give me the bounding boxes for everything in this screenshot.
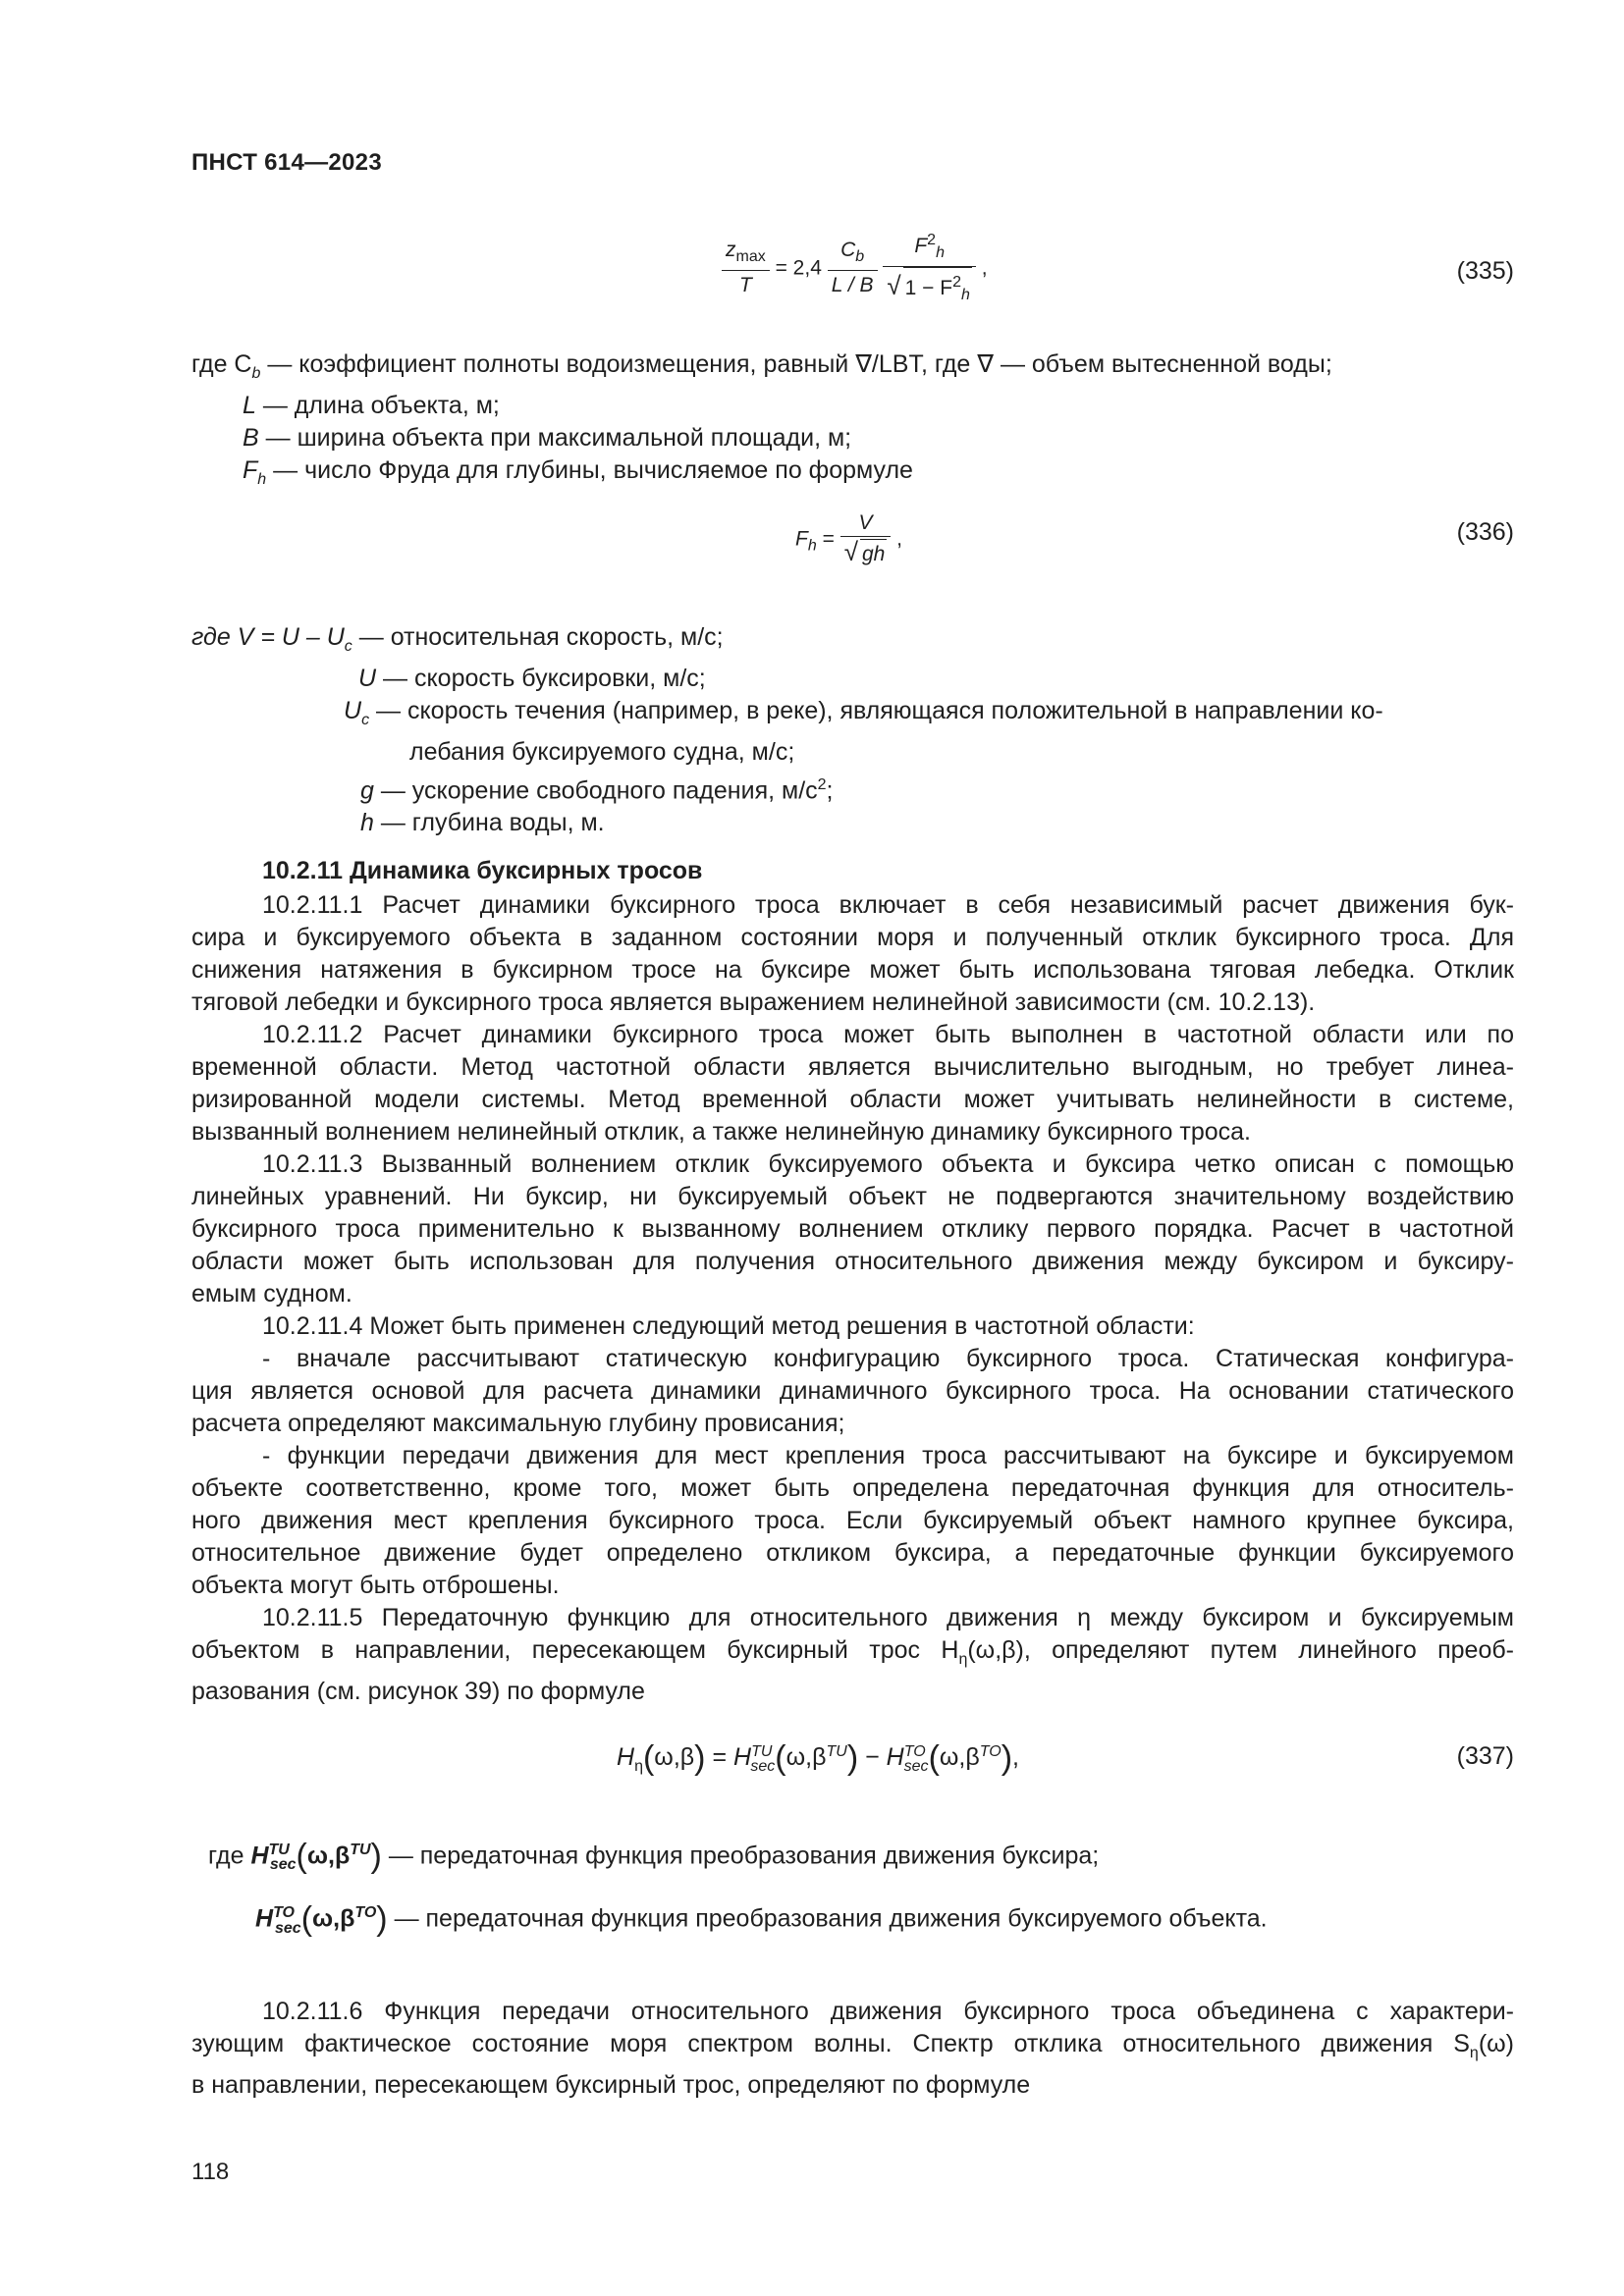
- equation-number-335: (335): [1456, 257, 1514, 285]
- definition-row: $F_h$ — число Фруда для глубины, вычисляемое по формуле: [243, 456, 913, 488]
- definition-row: $H^{TO}_{sec}(\omega,\beta^{TO})$ — передаточная функция преобразования движения буксируемого объекта.: [255, 1900, 1268, 1939]
- definition-row: где $H^{TU}_{sec}(\omega,\beta^{TU})$ — передаточная функция преобразования движения буксира;: [208, 1838, 1100, 1876]
- definition-row: L — длина объекта, м;: [243, 392, 500, 419]
- eq335-froude-fraction: $\frac{F^2_h}{√ 1 - F^2_h}$: [883, 228, 976, 310]
- paragraph-10-2-11-3: 10.2.11.3 Вызванный волнением отклик буксируемого объекта и буксира четко описан с помощью линейных уравнений. Ни буксир, ни буксируемый объект не подвергаются значительному воздействию буксирного троса применительно к вызванному волнением отклику первого порядка. Расчет в частотной области может быть использован для получения относительного движения между буксиром и буксиру- емым судном.: [191, 1150, 1514, 1308]
- paragraph-10-2-11-2: 10.2.11.2 Расчет динамики буксирного троса может быть выполнен в частотной области или по временной области. Метод частотной области является вычислительно выгодным, но требует линеа- ризированной модели системы. Метод временной области может учитывать нелинейности в системе, вызванный волнением нелинейный отклик, а также нелинейную динамику буксирного троса.: [191, 1021, 1514, 1146]
- list-item-transfer-functions: - функции передачи движения для мест крепления троса рассчитывают на буксире и буксируемом объекте соответственно, кроме того, может быть определена передаточная функция для относитель- ного движения мест крепления буксирного троса. Если буксируемый объект намного крупнее буксира, относительное движение будет определено откликом буксира, а передаточные функции буксируемого объекта могут быть отброшены.: [191, 1442, 1514, 1599]
- definition-row: $U_c$ — скорость течения (например, в реке), являющаяся положительной в направлении ко-: [344, 697, 1383, 728]
- definition-row: где $C_b$ — коэффициент полноты водоизмещения, равный ∇/LBT, где ∇ — объем вытесненной воды;: [191, 350, 1332, 382]
- page-number: 118: [191, 2159, 230, 2185]
- definition-row: g — ускорение свободного падения, $м/с^2$;: [360, 776, 834, 805]
- list-item-static-config: - вначале рассчитывают статическую конфигурацию буксирного троса. Статическая конфигура- ция является основой для расчета динамики динамичного буксирного троса. На основании статического расчета определяют максимальную глубину провисания;: [191, 1345, 1514, 1437]
- paragraph-10-2-11-4: 10.2.11.4 Может быть применен следующий метод решения в частотной области:: [262, 1312, 1195, 1340]
- section-heading: 10.2.11 Динамика буксирных тросов: [262, 857, 703, 884]
- equation-337: $H_\eta(\omega,\beta) = H^{TU}_{sec}(\omega,\beta^{TU}) - H^{TO}_{sec}(\omega,\beta^{TO})$,: [617, 1739, 1019, 1777]
- definition-row: B — ширина объекта при максимальной площади, м;: [243, 424, 852, 452]
- paragraph-10-2-11-5: 10.2.11.5 Передаточную функцию для относительного движения η между буксиром и буксируемым объектом в направлении, пересекающем буксирный трос $H_\eta(\omega,\beta)$, определяют путем линейного преоб- разования (см. рисунок 39) по формуле: [191, 1604, 1515, 1705]
- paragraph-10-2-11-1: 10.2.11.1 Расчет динамики буксирного троса включает в себя независимый расчет движения бук- сира и буксируемого объекта в заданном состоянии моря и полученный отклик буксирного троса. Для снижения натяжения в буксирном тросе на буксире может быть использована тяговая лебедка. Отклик тяговой лебедки и буксирного троса является выражением нелинейной зависимости (см. 10.2.13).: [191, 891, 1514, 1016]
- definition-row: U — скорость буксировки, м/с;: [358, 665, 706, 692]
- definition-row: h — глубина воды, м.: [360, 809, 605, 837]
- definitions-337: [208, 1834, 1268, 1945]
- equation-335: $\frac{z_{max}}{T}$ = 2,4 $\frac{C_b}{L / B}$ $\frac{F^2_h}{√ 1 - F^2_h}$ ,: [722, 228, 988, 310]
- definitions-335: [191, 348, 1332, 496]
- paragraph-10-2-11-6: 10.2.11.6 Функция передачи относительного движения буксирного троса объединена с характери- зующим фактическое состояние моря спектром волны. Спектр отклика относительного движения $S_\eta(\omega)$ в направлении, пересекающем буксирный трос, определяют по формуле: [191, 1998, 1514, 2099]
- eq335-lhs-fraction: $\frac{z_{max}}{T}$: [722, 238, 770, 300]
- equation-number-336: (336): [1456, 518, 1514, 546]
- definition-row-continuation: лебания буксируемого судна, м/с;: [409, 738, 795, 766]
- document-header: ПНСТ 614—2023: [191, 149, 382, 176]
- equation-336: $F_h$ = $\frac{V}{√ gh}$ ,: [795, 510, 902, 569]
- definitions-336: [191, 621, 1383, 839]
- equation-number-337: (337): [1456, 1742, 1514, 1770]
- definition-row: где $V = U - U_c$ — относительная скорость, м/с;: [191, 623, 724, 655]
- eq335-cb-fraction: $\frac{C_b}{L / B}$: [828, 238, 878, 300]
